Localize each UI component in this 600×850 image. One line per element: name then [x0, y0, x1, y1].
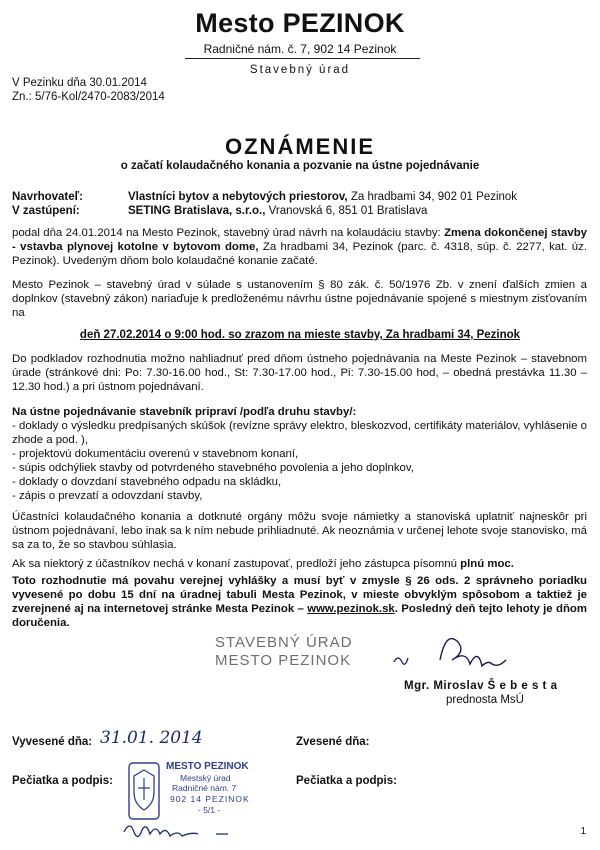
page-number: 1	[580, 826, 586, 837]
issue-date: V Pezinku dňa 30.01.2014	[12, 77, 147, 89]
applicant-name: Vlastníci bytov a nebytových priestorov,	[128, 191, 348, 203]
notice-title: OZNÁMENIE	[225, 134, 375, 159]
signature-image	[388, 632, 528, 674]
stamp-sign-label-right: Pečiatka a podpis:	[296, 775, 397, 787]
applicant-label: Navrhovateľ:	[12, 191, 83, 203]
hearing-date: deň 27.02.2014 o 9:00 hod. so zrazom na mieste stavby, Za hradbami 34, Pezinok	[79, 329, 521, 341]
applicant-address: Za hradbami 34, 902 01 Pezinok	[350, 191, 518, 203]
header-divider	[185, 58, 420, 59]
p5-power-of-attorney: plnú moc.	[460, 558, 514, 570]
requirement-item: - zápis o prevzatí a odovzdaní stavby,	[12, 490, 203, 502]
posted-label: Vyvesené dňa:	[12, 736, 93, 748]
city-address: Radničné nám. č. 7, 902 14 Pezinok	[203, 42, 397, 56]
stamp-sign-label-left: Pečiatka a podpis:	[12, 775, 113, 787]
representative-label: V zastúpení:	[12, 205, 80, 217]
municipal-stamp	[128, 762, 268, 824]
p5-text: Ak sa niektorý z účastníkov nechá v konaní zastupovať, predloží jeho zástupca písomnú	[12, 558, 461, 570]
office-stamp	[215, 634, 352, 670]
paragraph-objections	[12, 510, 587, 552]
posted-date-handwritten: 31.01. 2014	[100, 728, 203, 748]
p1-text-a: podal dňa 24.01.2014 na Mesto Pezinok, stavebný úrad návrh na kolaudáciu stavby:	[12, 227, 445, 239]
stamp-line-1: STAVEBNÝ ÚRAD	[215, 634, 353, 651]
representative-address: Vranovská 6, 851 01 Bratislava	[268, 205, 428, 217]
parties-block	[12, 190, 517, 218]
p1-construction-name: Zmena dokončenej stavby - vstavba plynovej kotolne v bytovom dome,	[12, 227, 587, 253]
stamp-zip: 902 14 PEZINOK	[170, 794, 250, 804]
stamp-street: Radničné nám. 7	[172, 783, 237, 793]
removed-label: Zvesené dňa:	[296, 736, 370, 748]
p6-text-a: Toto rozhodnutie má povahu verejnej vyhlášky a musí byť v zmysle § 26 ods. 2 správneho poriadku vyvesené po dobu 15 dní na úradnej tabuli Mesta Pezinok, v mieste obvyklým spôsobom a taktiež je zverejnené aj na internetovej stránke Mesta Pezinok –	[12, 575, 587, 615]
paragraph-representation	[12, 557, 587, 571]
p2-text: Mesto Pezinok – stavebný úrad v súlade s ustanovením § 80 zák. č. 50/1976 Zb. v znení ďalších zmien a doplnkov (stavebný zákon) nariaďuje k predloženému návrhu ústne pojednávanie spojené s miestnym zisťovaním na	[12, 279, 587, 319]
requirement-item: - doklady o výsledku predpísaných skúšok (revízne správy elektro, bleskozvod, certifikáty materiálov, vyhlásenie o zhode a pod. ),	[12, 420, 587, 446]
coat-of-arms-icon	[128, 762, 160, 820]
paragraph-order	[12, 278, 587, 320]
p1-text-c: Za hradbami 34, Pezinok (parc. č. 4318, súp. č. 2277, kat. úz. Pezinok). Uvedeným dňom bolo kolaudačné konanie začaté.	[12, 241, 588, 267]
p3-text: Do podkladov rozhodnutia možno nahliadnuť pred dňom ústneho pojednávania na Meste Pezinok – stavebnom úrade (stránkové dni: Po: 7.30-16.00 hod., St: 7.30-17.00 hod., Pi: 7.30-15.00 hod, – obedná prestávka 11.30 – 12.30 hod.) a pri ústnom pojednávaní.	[12, 353, 587, 393]
p6-text-b: . Posledný deň tejto lehoty je dňom doručenia.	[12, 603, 587, 629]
paragraph-public-notice	[12, 574, 587, 630]
requirements-heading: Na ústne pojednávanie stavebník pripraví /podľa druhu stavby/:	[12, 406, 357, 418]
p4-text: Účastníci kolaudačného konania a dotknuté orgány môžu svoje námietky a stanoviská uplatniť najneskôr pri ústnom pojednávaní, lebo inak sa k ním nebude prihliadnuté. Ak neoznámia v určenej lehote svoje stanovisko, má sa za to, že so stavbou súhlasia.	[12, 511, 587, 551]
stamp-city: MESTO PEZINOK	[166, 761, 249, 772]
signatory-name: Mgr. Miroslav Š e b e s t a	[404, 680, 558, 692]
requirement-item: - doklady o dovzdaní stavebného odpadu na skládku,	[12, 476, 282, 488]
applicant-row	[12, 190, 517, 204]
signatory-role: prednosta MsÚ	[446, 694, 524, 706]
representative-row	[12, 204, 517, 218]
paragraph-documents	[12, 352, 587, 394]
document-meta	[12, 76, 165, 104]
office-name: Stavebný úrad	[249, 64, 351, 76]
stamp-number: - 5/1 -	[198, 805, 221, 815]
city-title: Mesto PEZINOK	[195, 8, 405, 38]
reference-number: Zn.: 5/76-Kol/2470-2083/2014	[12, 91, 165, 103]
stamp-office: Mestský úrad	[180, 773, 231, 783]
representative-name: SETING Bratislava, s.r.o.,	[128, 205, 266, 217]
paragraph-application	[12, 226, 587, 268]
stamp-line-2: MESTO PEZINOK	[215, 652, 352, 669]
requirement-item: - súpis odchýliek stavby od potvrdeného stavebného povolenia a jeho doplnkov,	[12, 462, 414, 474]
requirements-list	[12, 419, 587, 503]
footer-signature-image	[120, 818, 260, 846]
requirement-item: - projektovú dokumentáciu overenú v stavebnom konaní,	[12, 448, 299, 460]
website-link[interactable]: www.pezinok.sk	[307, 603, 395, 615]
notice-subtitle: o začatí kolaudačného konania a pozvanie na ústne pojednávanie	[120, 160, 480, 172]
requirements-section	[12, 405, 587, 503]
